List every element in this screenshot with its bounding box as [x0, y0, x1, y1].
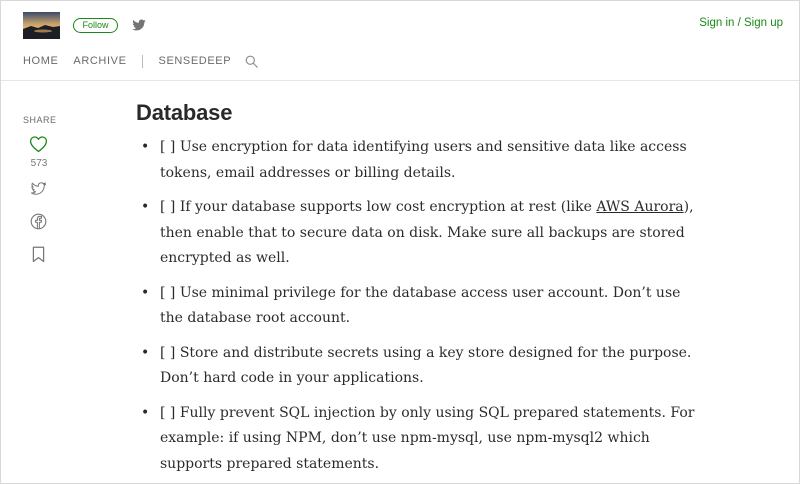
list-item [136, 281, 696, 332]
list-item-text: [ ] Use encryption for data identifying users and sensitive data like access tokens, email addresses or billing details. [160, 139, 687, 181]
aws-aurora-link[interactable]: AWS Aurora [596, 199, 684, 215]
list-item [136, 195, 696, 272]
nav-home[interactable]: HOME [23, 55, 59, 67]
list-item-text: [ ] Use minimal privilege for the database access user account. Don’t use the database root account. [160, 284, 681, 326]
nav-divider [142, 55, 143, 68]
nav-sensedeep[interactable]: SENSEDEEP [158, 55, 232, 67]
bookmark-icon[interactable] [32, 246, 45, 263]
list-item-text: [ ] Store and distribute secrets using a key store designed for the purpose. Don’t hard code in your applications. [160, 344, 692, 386]
list-item-text: [ ] Fully prevent SQL injection by only using SQL prepared statements. For example: if using NPM, don’t use npm-mysql, use npm-mysql2 which supports prepared statements. [160, 404, 695, 472]
like-count: 573 [30, 158, 48, 169]
publication-nav [23, 54, 258, 68]
list-item [136, 401, 696, 478]
list-item [136, 135, 696, 186]
signin-link[interactable]: Sign in / Sign up [699, 17, 783, 29]
facebook-share-icon[interactable] [30, 213, 47, 230]
search-icon[interactable] [245, 55, 258, 68]
twitter-share-icon[interactable] [29, 180, 48, 197]
nav-archive[interactable]: ARCHIVE [73, 55, 127, 67]
heart-icon[interactable] [29, 135, 48, 153]
list-item-text: [ ] If your database supports low cost encryption at rest (like [160, 199, 597, 215]
share-label: SHARE [23, 115, 57, 125]
checklist [136, 135, 696, 484]
follow-button[interactable]: Follow [73, 18, 118, 33]
list-item [136, 341, 696, 392]
twitter-icon[interactable] [131, 17, 147, 33]
publication-logo[interactable] [23, 12, 60, 39]
section-heading: Database [136, 100, 233, 125]
site-header [1, 1, 800, 81]
list-item-text: ), then enable that to secure data on disk. Make sure all backups are stored encrypted as well. [160, 199, 694, 266]
